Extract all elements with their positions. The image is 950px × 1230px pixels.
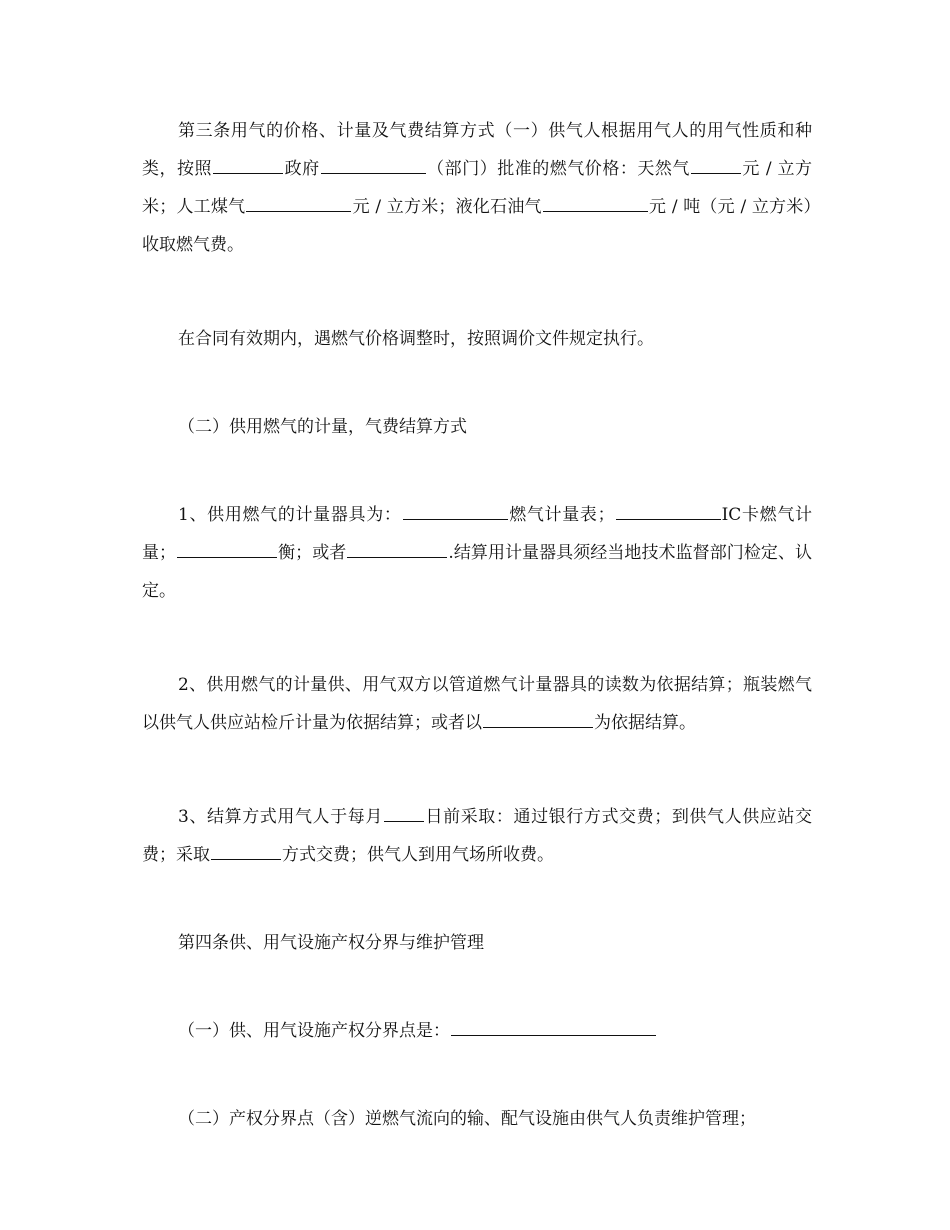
item-1-paragraph: 1、供用燃气的计量器具为： 燃气计量表； IC卡燃气计量； 衡；或者 .结算用计量器具须经当地技术监督部门检定、认定。: [142, 505, 813, 601]
price-adjustment-paragraph: 在合同有效期内，遇燃气价格调整时，按照调价文件规定执行。: [178, 329, 654, 349]
article-3-paragraph: 第三条用气的价格、计量及气费结算方式（一）供气人根据用气人的用气性质和种类，按照 政府 （部门）批准的燃气价格：天然气 元 / 立方米；人工煤气 元 / 立方米；液化石油气 元 / 吨（元 / 立方米）收取燃气费。: [142, 121, 813, 255]
blank-line: [451, 1034, 656, 1036]
blank-line: [177, 556, 277, 558]
blank-line: [691, 172, 741, 174]
blank-line: [211, 858, 281, 860]
blank-line: [321, 172, 426, 174]
blank-line: [483, 726, 593, 728]
blank-line: [543, 210, 648, 212]
blank-line: [347, 556, 447, 558]
section-2-heading: （二）供用燃气的计量，气费结算方式: [178, 417, 467, 437]
blank-line: [403, 518, 508, 520]
article-4-item-1: （一）供、用气设施产权分界点是：: [142, 1012, 812, 1050]
blank-line: [213, 172, 283, 174]
article-4-heading: 第四条供、用气设施产权分界与维护管理: [178, 933, 484, 953]
item-3-paragraph: 3、结算方式用气人于每月 日前采取：通过银行方式交费；到供气人供应站交费；采取 方式交费；供气人到用气场所收费。: [142, 807, 812, 865]
blank-line: [384, 820, 424, 822]
article-4-item-2: （二）产权分界点（含）逆燃气流向的输、配气设施由供气人负责维护管理；: [178, 1109, 756, 1129]
blank-line: [616, 518, 721, 520]
blank-line: [246, 210, 351, 212]
item-2-paragraph: 2、供用燃气的计量供、用气双方以管道燃气计量器具的读数为依据结算；瓶装燃气以供气人供应站检斤计量为依据结算；或者以 为依据结算。: [142, 675, 812, 733]
